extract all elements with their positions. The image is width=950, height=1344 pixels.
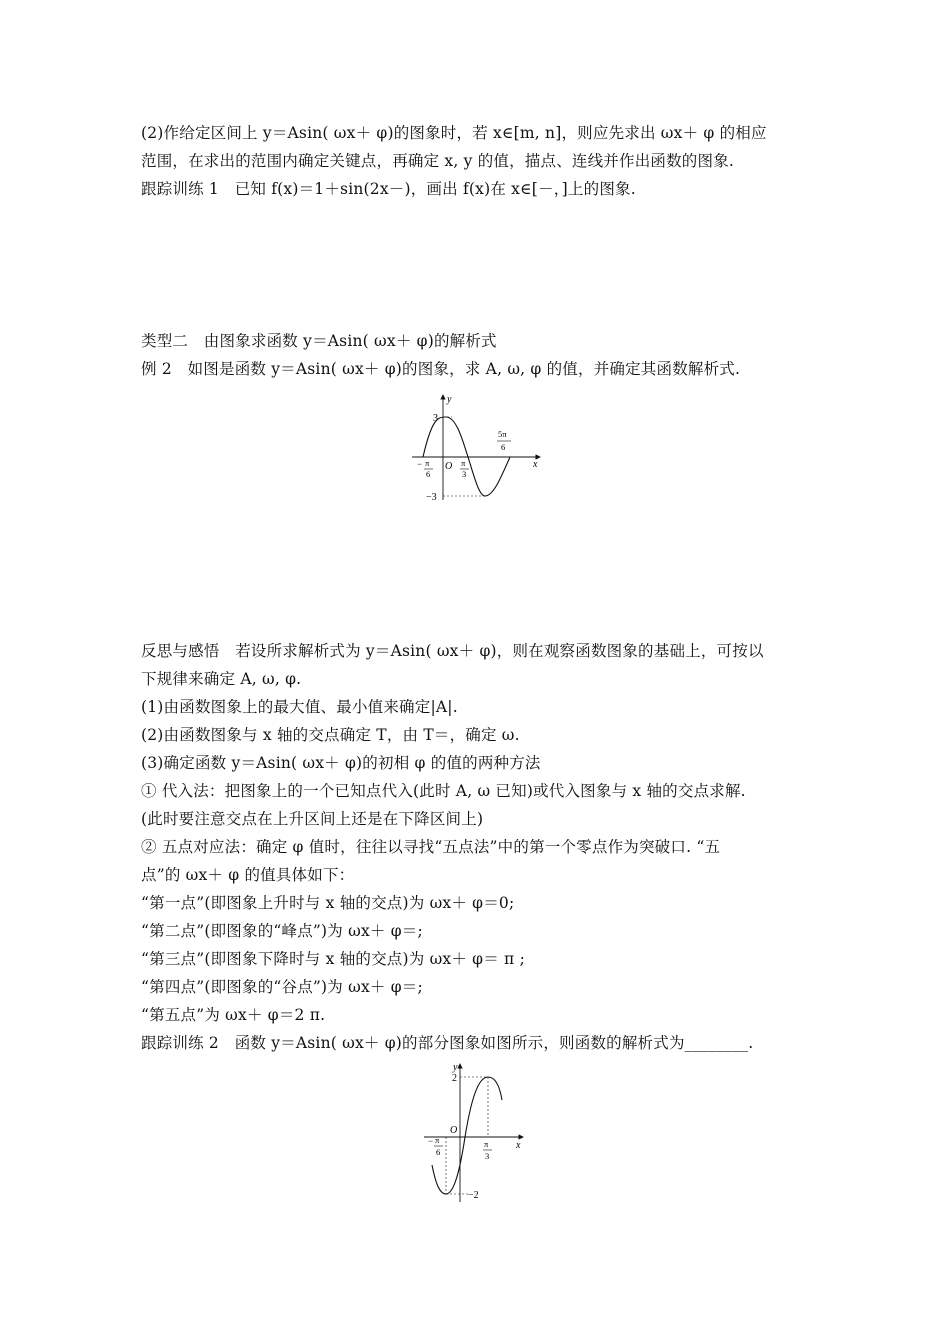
right-tick-numerator: π: [484, 1139, 489, 1149]
mid-tick-numerator: π: [461, 458, 466, 468]
max-label: 2: [452, 1073, 457, 1084]
x-axis-label: x: [516, 1140, 521, 1151]
method-five-point: ② 五点对应法：确定 φ 值时，往往以寻找“五点法”中的第一个零点作为突破口. “五: [141, 838, 721, 856]
paragraph-line: 范围，在求出的范围内确定关键点，再确定 x, y 的值，描点、连线并作出函数的图象.: [141, 152, 735, 170]
point-1: “第一点”(即图象上升时与 x 轴的交点)为 ωx＋ φ＝0;: [141, 894, 515, 912]
rule-2: (2)由函数图象与 x 轴的交点确定 T，由 T＝，确定 ω.: [141, 726, 520, 744]
min-label: −3: [426, 492, 437, 503]
min-label: −2: [468, 1190, 479, 1201]
point-3: “第三点”(即图象下降时与 x 轴的交点)为 ωx＋ φ＝ π ;: [141, 950, 525, 968]
left-tick-sign: −: [417, 459, 423, 469]
right-tick-denominator: 6: [501, 442, 506, 452]
paragraph-line: (2)作给定区间上 y＝Asin( ωx＋ φ)的图象时，若 x∈[m, n]，则应先求出 ωx＋ φ 的相应: [141, 124, 767, 142]
right-tick-numerator: 5π: [498, 429, 507, 439]
x-axis-label: x: [533, 459, 538, 470]
max-label: 3: [433, 413, 438, 424]
reflection-line: 下规律来确定 A, ω, φ.: [141, 670, 302, 688]
point-4: “第四点”(即图象的“谷点”)为 ωx＋ φ＝;: [141, 978, 423, 996]
sine-curve: [432, 1077, 502, 1194]
exercise-2: 跟踪训练 2 函数 y＝Asin( ωx＋ φ)的部分图象如图所示，则函数的解析式为________.: [141, 1034, 754, 1052]
method-substitution-note: (此时要注意交点在上升区间上还是在下降区间上): [141, 810, 484, 828]
y-axis-label: y: [447, 394, 452, 405]
left-tick-sign: −: [428, 1136, 434, 1146]
method-five-point: 点”的 ωx＋ φ 的值具体如下：: [141, 866, 355, 884]
sine-curve: [423, 417, 510, 496]
right-tick-denominator: 3: [485, 1151, 490, 1161]
rule-1: (1)由函数图象上的最大值、最小值来确定|A|.: [141, 698, 458, 716]
section-heading-type2: 类型二 由图象求函数 y＝Asin( ωx＋ φ)的解析式: [141, 332, 497, 350]
origin-label: O: [450, 1125, 458, 1136]
left-tick-denominator: 6: [436, 1147, 441, 1157]
left-tick-numerator: π: [425, 458, 430, 468]
left-tick-numerator: π: [435, 1135, 440, 1145]
mid-tick-denominator: 3: [462, 469, 467, 479]
point-5: “第五点”为 ωx＋ φ＝2 π.: [141, 1006, 326, 1024]
left-tick-denominator: 6: [426, 469, 431, 479]
sine-graph-figure-1: [410, 390, 550, 505]
sine-graph-figure-2: [420, 1060, 535, 1205]
point-2: “第二点”(即图象的“峰点”)为 ωx＋ φ＝;: [141, 922, 423, 940]
reflection-line: 反思与感悟 若设所求解析式为 y＝Asin( ωx＋ φ)，则在观察函数图象的基础上，可按以: [141, 642, 764, 660]
rule-3: (3)确定函数 y＝Asin( ωx＋ φ)的初相 φ 的值的两种方法: [141, 754, 541, 772]
exercise-1: 跟踪训练 1 已知 f(x)＝1＋sin(2x－)，画出 f(x)在 x∈[－，]上的图象.: [141, 180, 636, 198]
origin-label: O: [445, 461, 453, 472]
method-substitution: ① 代入法：把图象上的一个已知点代入(此时 A, ω 已知)或代入图象与 x 轴的交点求解.: [141, 782, 746, 800]
example-2: 例 2 如图是函数 y＝Asin( ωx＋ φ)的图象，求 A, ω, φ 的值，并确定其函数解析式.: [141, 360, 741, 378]
y-axis-label: y: [453, 1062, 458, 1073]
